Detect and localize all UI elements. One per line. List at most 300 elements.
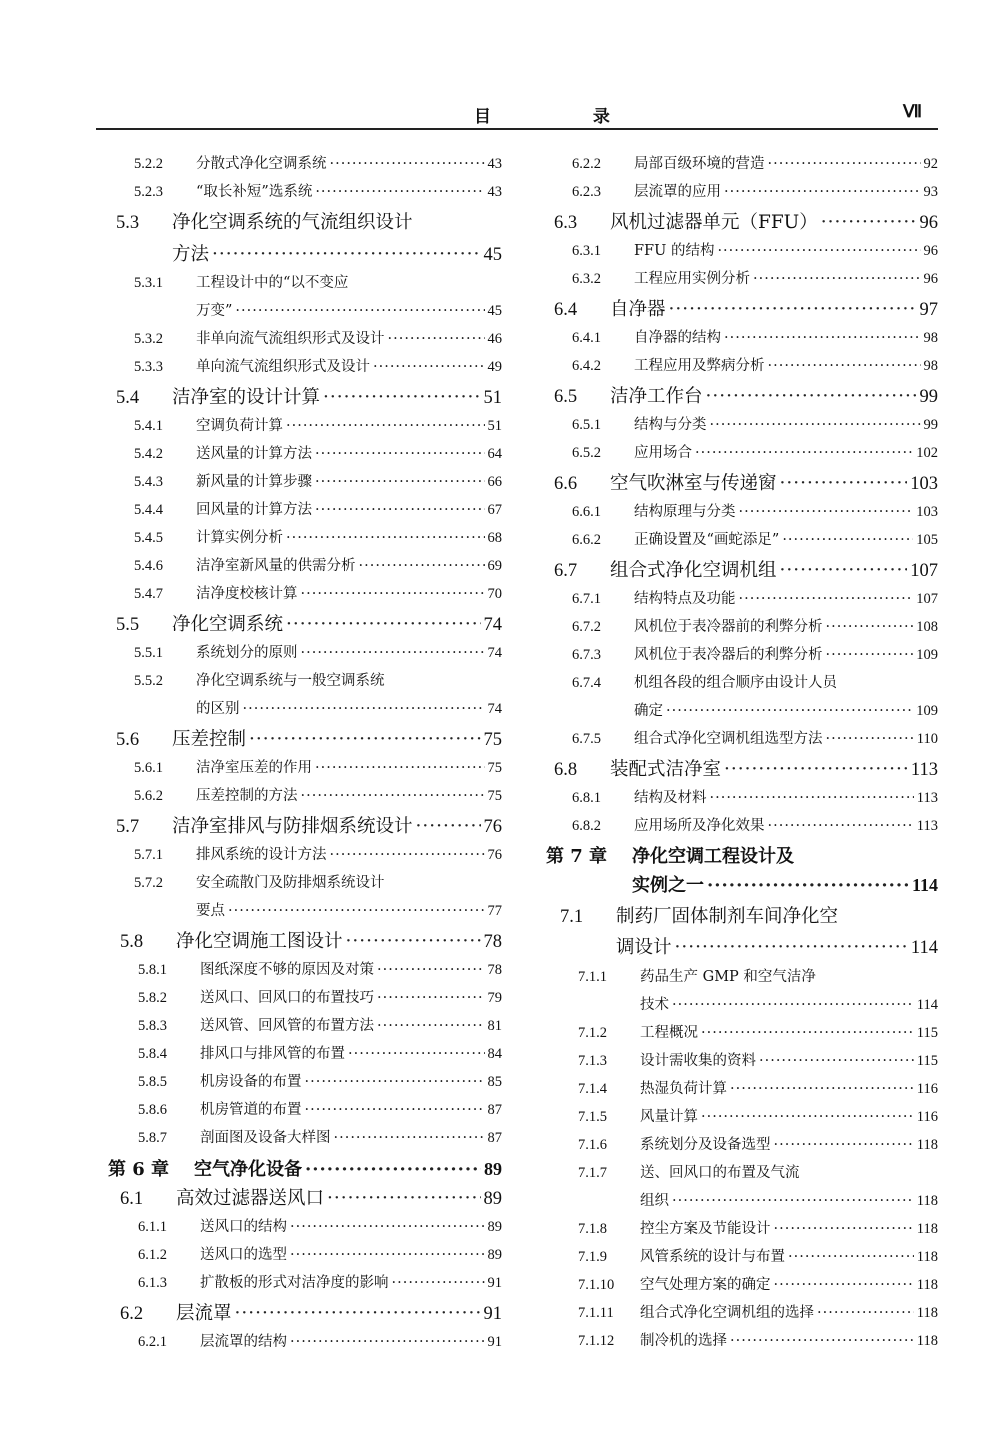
toc-entry-page: 91	[483, 1304, 502, 1324]
toc-entry-number: 6.3	[554, 213, 578, 233]
toc-entry-number: 6.5.1	[572, 417, 601, 433]
toc-entry[interactable]	[554, 382, 938, 410]
toc-entry-title: 净化空调系统的气流组织设计	[172, 212, 413, 233]
toc-entry[interactable]	[138, 1126, 502, 1148]
toc-entry-page: 109	[916, 647, 938, 663]
toc-entry-page: 68	[487, 530, 502, 546]
toc-entry-title: 图纸深度不够的原因及对策	[200, 962, 374, 978]
toc-entry-title: 风机位于表冷器后的利弊分析	[634, 647, 823, 663]
toc-entry-title: “取长补短”选系统	[196, 184, 313, 200]
toc-entry-title: 送风口的结构	[200, 1219, 287, 1235]
toc-entry[interactable]	[578, 1217, 938, 1239]
toc-entry[interactable]	[572, 180, 938, 202]
toc-entry-number: 5.4.7	[134, 586, 163, 602]
toc-leader-dots	[315, 184, 484, 200]
toc-entry[interactable]	[572, 326, 938, 348]
toc-entry-number: 7.1.9	[578, 1249, 607, 1265]
toc-entry-title: 自净器	[610, 299, 666, 320]
toc-entry-number: 5.8	[120, 932, 144, 952]
toc-entry-page: 103	[910, 474, 938, 494]
toc-entry-title: 送风管、回风管的布置方法	[200, 1018, 374, 1034]
toc-leader-dots	[377, 1018, 485, 1034]
toc-entry-number: 6.7.5	[572, 731, 601, 747]
toc-entry-page: 89	[483, 1189, 502, 1209]
toc-entry-line[interactable]	[134, 669, 385, 691]
toc-entry[interactable]	[554, 208, 938, 236]
toc-entry-page: 76	[483, 817, 502, 837]
toc-entry-title: 结构特点及功能	[634, 591, 736, 607]
toc-entry-title: 正确设置及“画蛇添足”	[634, 532, 780, 548]
toc-entry-number: 5.8.1	[138, 962, 167, 978]
toc-entry-title-cont: 的区别	[196, 701, 240, 717]
toc-leader-dots	[730, 1081, 914, 1097]
toc-entry[interactable]	[578, 1273, 938, 1295]
toc-entry-page: 70	[487, 586, 502, 602]
toc-entry-title: 压差控制	[172, 729, 247, 750]
toc-entry-number: 6.1.2	[138, 1247, 167, 1263]
toc-entry-number: 7.1.10	[578, 1277, 615, 1293]
toc-entry[interactable]	[554, 556, 938, 584]
toc-entry[interactable]	[578, 1133, 938, 1155]
toc-entry-line[interactable]	[578, 1161, 800, 1183]
toc-entry[interactable]	[138, 1098, 502, 1120]
toc-entry-number: 6.7.4	[572, 675, 601, 691]
toc-entry-number: 5.2.3	[134, 184, 163, 200]
toc-entry-title: 机组各段的组合顺序由设计人员	[634, 675, 837, 691]
toc-entry-title: 计算实例分析	[196, 530, 283, 546]
toc-entry-title: 系统划分及设备选型	[640, 1137, 771, 1153]
toc-leader-dots	[212, 244, 480, 265]
toc-leader-dots	[377, 962, 485, 978]
toc-entry-title: 机房管道的布置	[200, 1102, 302, 1118]
toc-entry[interactable]	[572, 413, 938, 435]
toc-entry-line[interactable]	[560, 902, 838, 930]
toc-leader-dots	[301, 586, 485, 602]
toc-entry-continuation[interactable]	[196, 299, 502, 321]
toc-entry[interactable]	[572, 354, 938, 376]
toc-entry-title: 新风量的计算步骤	[196, 474, 312, 490]
toc-entry-title: 组合式净化空调机组选型方法	[634, 731, 823, 747]
toc-entry-page: 113	[910, 760, 938, 780]
toc-entry[interactable]	[572, 441, 938, 463]
toc-entry[interactable]	[578, 1077, 938, 1099]
toc-entry-number: 6.6	[554, 474, 578, 494]
toc-leader-dots	[301, 788, 485, 804]
toc-entry-title: 非单向流气流组织形式及设计	[196, 331, 385, 347]
toc-entry-number: 5.8.3	[138, 1018, 167, 1034]
toc-entry[interactable]	[134, 498, 502, 520]
toc-entry[interactable]	[572, 786, 938, 808]
toc-entry-number: 5.5.1	[134, 645, 163, 661]
toc-entry-number: 6.7.3	[572, 647, 601, 663]
toc-entry[interactable]	[134, 470, 502, 492]
toc-entry[interactable]	[572, 239, 938, 261]
toc-entry-title: 结构及材料	[634, 790, 707, 806]
toc-entry-page: 108	[916, 619, 938, 635]
toc-entry-page: 91	[487, 1275, 502, 1291]
toc-entry[interactable]	[578, 1245, 938, 1267]
toc-right-column	[538, 0, 938, 1433]
toc-entry-page: 66	[487, 474, 502, 490]
toc-entry-page: 114	[911, 875, 938, 895]
toc-leader-dots	[724, 330, 921, 346]
toc-entry-title-cont: 确定	[634, 703, 663, 719]
toc-entry[interactable]	[572, 528, 938, 550]
toc-leader-dots	[373, 359, 485, 375]
toc-entry-page: 116	[916, 1081, 938, 1097]
toc-entry-page: 118	[916, 1277, 938, 1293]
toc-entry-page: 75	[487, 788, 502, 804]
toc-entry-page: 46	[487, 331, 502, 347]
toc-entry-line[interactable]	[134, 271, 348, 293]
toc-leader-dots	[730, 1333, 914, 1349]
toc-leader-dots	[707, 875, 909, 896]
toc-entry-page: 105	[916, 532, 938, 548]
toc-leader-dots	[323, 387, 480, 408]
toc-entry-number: 6.2	[120, 1304, 144, 1324]
toc-entry[interactable]	[138, 1243, 502, 1265]
toc-entry-title: 工程概况	[640, 1025, 698, 1041]
toc-entry-number: 5.4.6	[134, 558, 163, 574]
toc-entry[interactable]	[572, 727, 938, 749]
toc-entry-line[interactable]	[578, 965, 816, 987]
toc-entry-title: 工程应用实例分析	[634, 271, 750, 287]
toc-entry-page: 118	[916, 1221, 938, 1237]
toc-entry-number: 7.1.5	[578, 1109, 607, 1125]
toc-entry-page: 91	[487, 1334, 502, 1350]
toc-entry-number: 5.6	[116, 730, 140, 750]
toc-entry-title-cont: 技术	[640, 997, 669, 1013]
toc-entry-title: 安全疏散门及防排烟系统设计	[196, 875, 385, 891]
toc-entry-line[interactable]	[134, 871, 385, 893]
toc-entry-number: 6.8.2	[572, 818, 601, 834]
toc-entry-page: 93	[923, 184, 938, 200]
toc-entry-continuation[interactable]	[640, 993, 938, 1015]
toc-entry-number: 7.1.12	[578, 1333, 615, 1349]
toc-entry[interactable]	[572, 267, 938, 289]
toc-entry-page: 81	[487, 1018, 502, 1034]
toc-entry[interactable]	[120, 927, 502, 955]
toc-entry-continuation[interactable]	[640, 1189, 938, 1211]
toc-entry-title: 排风口与排风管的布置	[200, 1046, 345, 1062]
toc-entry-number: 6.3.2	[572, 271, 601, 287]
toc-entry-page: 78	[487, 962, 502, 978]
toc-entry-page: 107	[910, 561, 938, 581]
toc-entry[interactable]	[578, 1329, 938, 1351]
toc-entry-number: 5.6.1	[134, 760, 163, 776]
toc-entry[interactable]	[134, 582, 502, 604]
toc-leader-dots	[672, 997, 914, 1013]
toc-leader-dots	[235, 1303, 481, 1324]
toc-entry-page: 113	[916, 790, 938, 806]
toc-entry-title: 系统划分的原则	[196, 645, 298, 661]
toc-entry-page: 92	[923, 156, 938, 172]
toc-entry[interactable]	[108, 1155, 502, 1183]
toc-entry[interactable]	[134, 327, 502, 349]
toc-entry[interactable]	[554, 469, 938, 497]
toc-entry-page: 64	[487, 446, 502, 462]
toc-entry[interactable]	[120, 1299, 502, 1327]
toc-entry-number: 5.8.2	[138, 990, 167, 1006]
toc-leader-dots	[305, 1074, 485, 1090]
toc-leader-dots	[821, 212, 917, 233]
toc-entry[interactable]	[116, 725, 502, 753]
toc-entry-number: 5.4	[116, 388, 140, 408]
toc-leader-dots	[768, 156, 921, 172]
toc-entry[interactable]	[138, 986, 502, 1008]
toc-entry-number: 5.4.2	[134, 446, 163, 462]
toc-entry-number: 5.6.2	[134, 788, 163, 804]
toc-entry-number: 5.3.3	[134, 359, 163, 375]
toc-entry-title-cont: 万变”	[196, 303, 233, 319]
toc-entry-page: 96	[923, 243, 938, 259]
toc-entry-continuation[interactable]	[172, 240, 502, 268]
toc-entry[interactable]	[578, 1049, 938, 1071]
toc-entry-title: 送、回风口的布置及气流	[640, 1165, 800, 1181]
toc-entry[interactable]	[134, 784, 502, 806]
toc-entry-title: 制冷机的选择	[640, 1333, 727, 1349]
toc-leader-dots	[826, 647, 914, 663]
toc-entry[interactable]	[138, 1271, 502, 1293]
toc-leader-dots	[330, 156, 485, 172]
toc-leader-dots	[286, 530, 485, 546]
toc-entry-number: 5.7	[116, 817, 140, 837]
toc-entry-title: 组合式净化空调机组的选择	[640, 1305, 814, 1321]
toc-entry-title: 热湿负荷计算	[640, 1081, 727, 1097]
toc-entry[interactable]	[134, 641, 502, 663]
toc-entry-page: 89	[487, 1219, 502, 1235]
toc-entry-number: 5.7.2	[134, 875, 163, 891]
toc-entry-continuation[interactable]	[616, 933, 938, 961]
toc-leader-dots	[759, 1053, 914, 1069]
toc-entry-title: 单向流气流组织形式及设计	[196, 359, 370, 375]
toc-entry[interactable]	[134, 180, 502, 202]
toc-entry-title: 制药厂固体制剂车间净化空	[616, 906, 839, 927]
toc-entry-title-cont: 调设计	[616, 937, 672, 958]
toc-entry-title-cont: 实例之一	[632, 875, 704, 896]
toc-leader-dots	[774, 1221, 914, 1237]
toc-entry-page: 96	[919, 213, 938, 233]
toc-entry-page: 87	[487, 1130, 502, 1146]
toc-entry-page: 75	[483, 730, 502, 750]
toc-leader-dots	[290, 1334, 485, 1350]
toc-leader-dots	[717, 243, 920, 259]
toc-leader-dots	[739, 591, 914, 607]
toc-entry-title: 控尘方案及节能设计	[640, 1221, 771, 1237]
toc-entry[interactable]	[554, 755, 938, 783]
toc-leader-dots	[768, 358, 921, 374]
toc-entry[interactable]	[572, 814, 938, 836]
toc-leader-dots	[286, 614, 480, 635]
toc-entry[interactable]	[134, 554, 502, 576]
toc-entry-page: 118	[916, 1249, 938, 1265]
toc-entry-title: 层流罩	[176, 1303, 232, 1324]
toc-leader-dots	[782, 532, 913, 548]
toc-entry-continuation[interactable]	[196, 697, 502, 719]
toc-entry-number: 5.8.5	[138, 1074, 167, 1090]
toc-entry[interactable]	[138, 1014, 502, 1036]
toc-entry[interactable]	[578, 1021, 938, 1043]
toc-entry-number: 6.4.1	[572, 330, 601, 346]
toc-entry-page: 113	[916, 818, 938, 834]
toc-entry-number: 7.1.7	[578, 1165, 607, 1181]
toc-entry-number: 5.4.4	[134, 502, 163, 518]
toc-entry-number: 7.1.6	[578, 1137, 607, 1153]
toc-entry-page: 99	[923, 417, 938, 433]
toc-entry-title: 工程应用及弊病分析	[634, 358, 765, 374]
toc-entry-title: 装配式洁净室	[610, 759, 722, 780]
toc-entry-title: 洁净室压差的作用	[196, 760, 312, 776]
toc-entry-title: 风机位于表冷器前的利弊分析	[634, 619, 823, 635]
toc-entry-page: 74	[487, 645, 502, 661]
toc-entry-title: 分散式净化空调系统	[196, 156, 327, 172]
toc-entry-title: 工程设计中的“以不变应	[196, 275, 349, 291]
toc-entry[interactable]	[572, 152, 938, 174]
toc-entry[interactable]	[116, 610, 502, 638]
toc-entry-page: 107	[916, 591, 938, 607]
toc-entry-number: 5.8.4	[138, 1046, 167, 1062]
toc-entry-title: 净化空调系统与一般空调系统	[196, 673, 385, 689]
toc-leader-dots	[774, 1277, 914, 1293]
toc-leader-dots	[753, 271, 921, 287]
toc-entry[interactable]	[138, 1042, 502, 1064]
toc-entry-page: 74	[487, 701, 502, 717]
toc-leader-dots	[780, 560, 908, 581]
toc-entry-continuation[interactable]	[196, 899, 502, 921]
toc-entry[interactable]	[138, 1330, 502, 1352]
toc-entry-page: 98	[923, 358, 938, 374]
toc-entry-number: 7.1.8	[578, 1221, 607, 1237]
toc-entry-title: 压差控制的方法	[196, 788, 298, 804]
toc-entry-title: 自净器的结构	[634, 330, 721, 346]
toc-leader-dots	[243, 701, 485, 717]
toc-entry[interactable]	[120, 1184, 502, 1212]
toc-entry-number: 6.6.1	[572, 504, 601, 520]
toc-entry[interactable]	[572, 587, 938, 609]
toc-entry-title: 扩散板的形式对洁净度的影响	[200, 1275, 389, 1291]
toc-entry-title: 局部百级环境的营造	[634, 156, 765, 172]
toc-entry[interactable]	[578, 1301, 938, 1323]
toc-entry-title: 净化空调工程设计及	[632, 846, 794, 867]
toc-leader-dots	[330, 847, 485, 863]
toc-leader-dots	[701, 1109, 914, 1125]
toc-entry-number: 6.2.2	[572, 156, 601, 172]
toc-entry-title: 空调负荷计算	[196, 418, 283, 434]
toc-entry-title: 洁净工作台	[610, 386, 703, 407]
toc-entry-page: 77	[487, 903, 502, 919]
toc-entry-title: 设计需收集的资料	[640, 1053, 756, 1069]
toc-entry-title: 结构原理与分类	[634, 504, 736, 520]
toc-entry[interactable]	[134, 414, 502, 436]
toc-entry-line[interactable]	[116, 208, 413, 236]
toc-entry[interactable]	[116, 383, 502, 411]
toc-entry-page: 45	[483, 245, 502, 265]
toc-entry-title: 机房设备的布置	[200, 1074, 302, 1090]
toc-entry[interactable]	[134, 152, 502, 174]
toc-entry-title: FFU 的结构	[634, 243, 715, 259]
toc-leader-dots	[346, 931, 481, 952]
toc-entry[interactable]	[572, 643, 938, 665]
toc-leader-dots	[666, 703, 913, 719]
toc-entry-title: 送风口的选型	[200, 1247, 287, 1263]
toc-entry-continuation[interactable]	[634, 699, 938, 721]
toc-entry-page: 115	[916, 1053, 938, 1069]
toc-entry[interactable]	[578, 1105, 938, 1127]
toc-entry-number: 7.1	[560, 907, 584, 927]
toc-entry-page: 114	[910, 938, 938, 958]
toc-entry-line[interactable]	[546, 842, 794, 870]
toc-leader-dots	[377, 990, 485, 1006]
toc-entry[interactable]	[134, 756, 502, 778]
toc-entry-page: 43	[487, 184, 502, 200]
toc-entry[interactable]	[134, 843, 502, 865]
toc-entry[interactable]	[116, 812, 502, 840]
toc-entry-title-cont: 组织	[640, 1193, 669, 1209]
header-title: 目 录	[474, 107, 658, 127]
toc-entry-number: 6.2.1	[138, 1334, 167, 1350]
toc-entry-page: 109	[916, 703, 938, 719]
toc-entry-page: 118	[916, 1193, 938, 1209]
header-page-number: Ⅶ	[902, 102, 922, 121]
toc-entry-number: 第 6 章	[108, 1159, 170, 1180]
toc-entry[interactable]	[134, 526, 502, 548]
toc-entry-continuation[interactable]	[632, 871, 938, 899]
toc-entry-number: 6.4	[554, 300, 578, 320]
toc-entry-page: 89	[487, 1247, 502, 1263]
toc-entry-title: 净化空调施工图设计	[176, 931, 343, 952]
toc-leader-dots	[290, 1247, 485, 1263]
toc-entry-number: 7.1.3	[578, 1053, 607, 1069]
toc-entry-number: 6.6.2	[572, 532, 601, 548]
toc-leader-dots	[780, 473, 908, 494]
toc-entry-line[interactable]	[572, 671, 837, 693]
toc-entry-title: 排风系统的设计方法	[196, 847, 327, 863]
toc-leader-dots	[774, 1137, 914, 1153]
toc-entry-number: 6.8.1	[572, 790, 601, 806]
toc-entry-title: 空气吹淋室与传递窗	[610, 473, 777, 494]
toc-entry[interactable]	[572, 500, 938, 522]
toc-leader-dots	[826, 731, 914, 747]
toc-entry-page: 114	[916, 997, 938, 1013]
toc-leader-dots	[305, 1102, 485, 1118]
toc-leader-dots	[724, 184, 921, 200]
toc-entry-page: 74	[483, 615, 502, 635]
toc-entry-number: 7.1.11	[578, 1305, 614, 1321]
toc-entry-title: 风量计算	[640, 1109, 698, 1125]
toc-entry-page: 99	[919, 387, 938, 407]
toc-entry[interactable]	[138, 1070, 502, 1092]
toc-entry-title: 空气处理方案的确定	[640, 1277, 771, 1293]
toc-entry-number: 7.1.1	[578, 969, 607, 985]
toc-leader-dots	[710, 417, 921, 433]
toc-entry-number: 6.2.3	[572, 184, 601, 200]
toc-entry[interactable]	[134, 355, 502, 377]
toc-leader-dots	[228, 903, 485, 919]
toc-entry[interactable]	[572, 615, 938, 637]
toc-entry[interactable]	[554, 295, 938, 323]
toc-entry-number: 6.4.2	[572, 358, 601, 374]
toc-entry[interactable]	[134, 442, 502, 464]
toc-entry-page: 76	[487, 847, 502, 863]
toc-entry-number: 5.3	[116, 213, 140, 233]
toc-entry-title: 层流罩的应用	[634, 184, 721, 200]
toc-leader-dots	[334, 1130, 485, 1146]
toc-entry-title: 空气净化设备	[194, 1159, 302, 1180]
toc-leader-dots	[739, 504, 914, 520]
toc-entry[interactable]	[138, 958, 502, 980]
toc-entry-number: 5.4.3	[134, 474, 163, 490]
toc-entry[interactable]	[138, 1215, 502, 1237]
